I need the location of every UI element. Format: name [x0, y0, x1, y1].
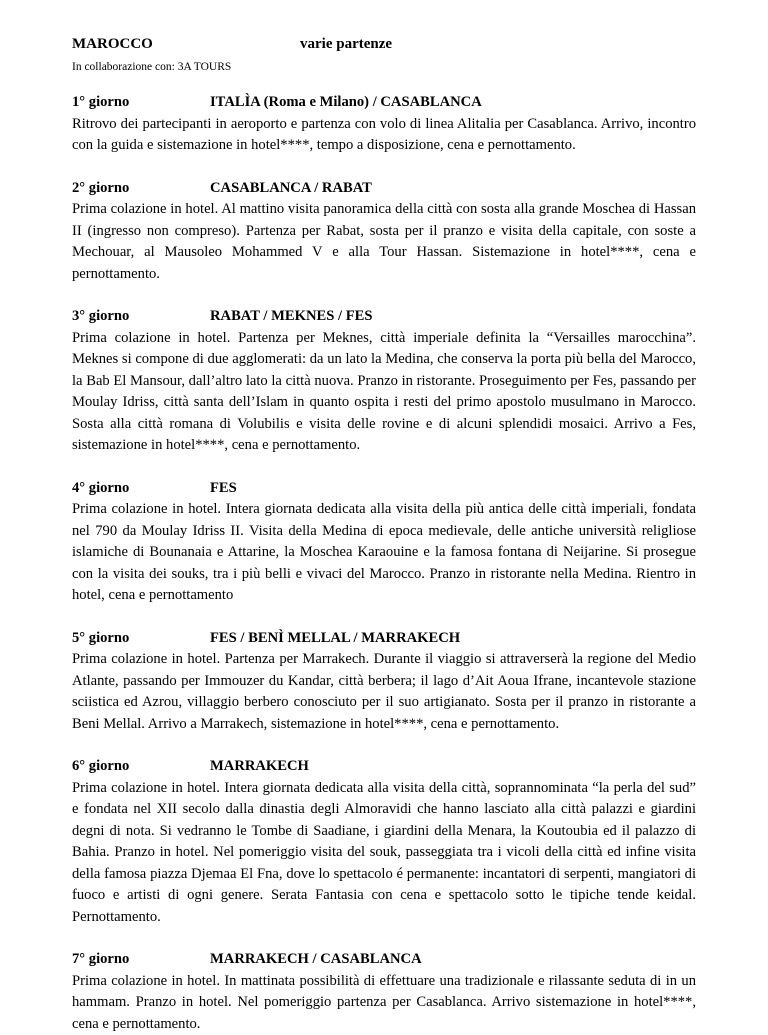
- day-heading: [72, 478, 696, 500]
- day-route: FES / BENÌ MELLAL / MARRAKECH: [210, 628, 460, 650]
- document-header: [72, 34, 696, 54]
- day-route: FES: [210, 478, 237, 500]
- day-section-5: [72, 628, 696, 736]
- day-route: MARRAKECH / CASABLANCA: [210, 949, 422, 971]
- day-heading: [72, 306, 696, 328]
- day-description: Prima colazione in hotel. Intera giornata dedicata alla visita della città, soprannominata “la perla del sud” e fondata nel XII secolo dalla dinastia degli Almoravidi che hanno lasciato alla città palazzi e giardini degni di nota. Si vedranno le Tombe di Saadiane, i giardini della Menara, la Koutoubia ed il palazzo di Bahia. Pranzo in hotel. Nel pomeriggio visita del souk, passeggiata tra i vicoli della città ed infine visita della famosa piazza Djemaa El Fna, dove lo spettacolo é permanente: incantatori di serpenti, mangiatori di fuoco e artisti di ogni genere. Serata Fantasia con cena e spettacolo sotto le tipiche tende keidal. Pernottamento.: [72, 778, 696, 929]
- day-description: Prima colazione in hotel. Intera giornata dedicata alla visita della più antica delle città imperiali, fondata nel 790 da Moulay Idriss II. Visita della Medina di epoca medievale, delle antiche università religliose islamiche di Bounanaia e Attarine, la Moschea Karaouine e la famosa fontana di Neijarine. Si prosegue con la visita dei souks, tra i più belli e vivaci del Marocco. Pranzo in ristorante nella Medina. Rientro in hotel, cena e pernottamento: [72, 499, 696, 607]
- day-heading: [72, 178, 696, 200]
- day-heading: [72, 949, 696, 971]
- day-route: CASABLANCA / RABAT: [210, 178, 372, 200]
- day-label: 4° giorno: [72, 478, 210, 500]
- day-section-3: [72, 306, 696, 457]
- collaboration-note: In collaborazione con: 3A TOURS: [72, 59, 696, 75]
- document-page: [72, 34, 696, 1035]
- day-label: 7° giorno: [72, 949, 210, 971]
- day-section-2: [72, 178, 696, 286]
- day-description: Prima colazione in hotel. Al mattino visita panoramica della città con sosta alla grande Moschea di Hassan II (ingresso non compreso). Partenza per Rabat, sosta per il pranzo e visita della capitale, con soste a Mechouar, al Mausoleo Mohammed V e alla Tour Hassan. Sistemazione in hotel****, cena e pernottamento.: [72, 199, 696, 285]
- day-label: 3° giorno: [72, 306, 210, 328]
- day-section-7: [72, 949, 696, 1035]
- day-heading: [72, 756, 696, 778]
- departures-note: varie partenze: [300, 34, 392, 54]
- day-label: 6° giorno: [72, 756, 210, 778]
- day-route: ITALÌA (Roma e Milano) / CASABLANCA: [210, 92, 482, 114]
- day-description: Prima colazione in hotel. Partenza per Meknes, città imperiale definita la “Versailles marocchina”. Meknes si compone di due agglomerati: da un lato la Medina, che conserva la porta più bella del Marocco, la Bab El Mansour, dall’altro lato la città nuova. Pranzo in ristorante. Proseguimento per Fes, passando per Moulay Idriss, città santa dell’Islam in quanto ospita i resti del primo apostolo musulmano in Marocco. Sosta alla città romana di Volubilis e visita delle rovine e di alcuni splendidi mosaici. Arrivo a Fes, sistemazione in hotel****, cena e pernottamento.: [72, 328, 696, 457]
- day-section-1: [72, 92, 696, 157]
- day-route: MARRAKECH: [210, 756, 309, 778]
- day-section-6: [72, 756, 696, 928]
- page-title: MAROCCO: [72, 34, 300, 54]
- day-heading: [72, 92, 696, 114]
- day-description: Prima colazione in hotel. In mattinata possibilità di effettuare una tradizionale e rilassante seduta di in un hammam. Pranzo in hotel. Nel pomeriggio partenza per Casablanca. Arrivo sistemazione in hotel****, cena e pernottamento.: [72, 971, 696, 1035]
- day-heading: [72, 628, 696, 650]
- day-section-4: [72, 478, 696, 607]
- day-label: 5° giorno: [72, 628, 210, 650]
- day-label: 2° giorno: [72, 178, 210, 200]
- day-route: RABAT / MEKNES / FES: [210, 306, 372, 328]
- day-label: 1° giorno: [72, 92, 210, 114]
- day-description: Prima colazione in hotel. Partenza per Marrakech. Durante il viaggio si attraverserà la regione del Medio Atlante, passando per Immouzer du Kandar, città berbera; il lago d’Ait Aoua Ifrane, incantevole stazione sciistica ed Azrou, villaggio berbero conosciuto per il suo artigianato. Sosta per il pranzo in ristorante a Beni Mellal. Arrivo a Marrakech, sistemazione in hotel****, cena e pernottamento.: [72, 649, 696, 735]
- day-description: Ritrovo dei partecipanti in aeroporto e partenza con volo di linea Alitalia per Casablanca. Arrivo, incontro con la guida e sistemazione in hotel****, tempo a disposizione, cena e pernottamento.: [72, 114, 696, 157]
